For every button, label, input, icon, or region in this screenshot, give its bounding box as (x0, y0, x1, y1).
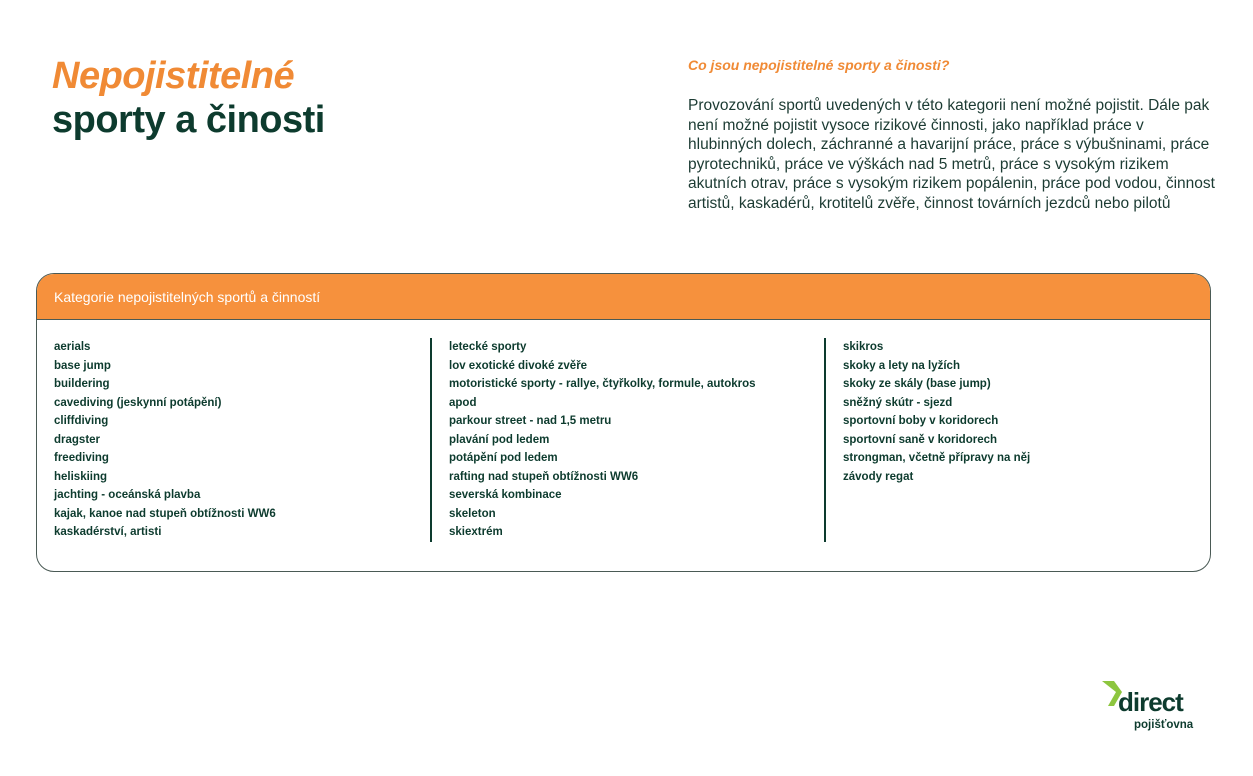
categories-column-2 (430, 338, 824, 542)
category-item: parkour street - nad 1,5 metru (449, 415, 612, 427)
category-item: závody regat (843, 470, 914, 483)
category-item: severská kombinace (449, 489, 562, 501)
categories-table-header-label: Kategorie nepojistitelných sportů a činností (54, 288, 321, 305)
category-item: lov exotické divoké zvěře (449, 359, 588, 372)
categories-column-1 (37, 338, 430, 542)
page-title (52, 54, 325, 142)
category-item: jachting - oceánská plavba (54, 489, 201, 501)
category-item: buildering (54, 378, 110, 390)
category-item: apod (449, 396, 477, 409)
page-title-main: sporty a činosti (52, 99, 325, 141)
category-item: base jump (54, 359, 111, 372)
categories-list-3 (843, 338, 1210, 486)
logo-brand-text: direct (1118, 687, 1183, 717)
direct-logo (1100, 678, 1200, 734)
intro-text: Provozování sportů uvedených v této kategorii není možné pojistit. Dále pak není možné pojistit vysoce rizikové činnosti, jako například práce v hlubinných dolech, záchranné a havarijní práce, práce s výbušninami, práce pyrotechniků, práce ve výškách nad 5 metrů, práce s vysokým rizikem akutních otrav, práce s vysokým rizikem popálenin, práce pod vodou, činnost artistů, kaskadérů, krotitelů zvěře, činnost továrních jezdců nebo pilotů (688, 97, 1215, 212)
categories-columns (37, 338, 1210, 542)
category-item: kaskadérství, artisti (54, 526, 162, 538)
category-item: sportovní boby v koridorech (843, 415, 999, 427)
intro-section (688, 56, 1218, 213)
category-item: freediving (54, 452, 109, 464)
categories-column-3 (824, 338, 1210, 542)
category-item: sportovní saně v koridorech (843, 433, 998, 446)
category-item: heliskiing (54, 470, 108, 483)
categories-list-2 (449, 338, 824, 542)
category-item: skiextrém (449, 526, 503, 538)
category-item: skoky ze skály (base jump) (843, 378, 991, 390)
category-item: cliffdiving (54, 415, 109, 427)
category-item: skeleton (449, 507, 496, 520)
logo-sub-text: pojišťovna (1134, 719, 1194, 731)
category-item: plavání pod ledem (449, 433, 550, 446)
category-item: dragster (54, 433, 101, 446)
category-item: letecké sporty (449, 341, 527, 353)
category-item: motoristické sporty - rallye, čtyřkolky, formule, autokros (449, 378, 756, 390)
category-item: aerials (54, 341, 91, 353)
category-item: skoky a lety na lyžích (843, 359, 960, 372)
category-item: strongman, včetně přípravy na něj (843, 452, 1031, 464)
category-item: sněžný skútr - sjezd (843, 396, 953, 409)
category-item: rafting nad stupeň obtížnosti WW6 (449, 470, 639, 483)
category-item: kajak, kanoe nad stupeň obtížnosti WW6 (54, 507, 276, 520)
category-item: cavediving (jeskynní potápění) (54, 396, 222, 409)
categories-table (36, 273, 1211, 572)
categories-table-header (37, 274, 1210, 320)
category-item: potápění pod ledem (449, 452, 558, 464)
category-item: skikros (843, 341, 884, 353)
categories-list-1 (54, 338, 430, 542)
intro-question: Co jsou nepojistitelné sporty a činosti? (688, 57, 950, 73)
page-title-accent: Nepojistitelné (52, 55, 295, 97)
